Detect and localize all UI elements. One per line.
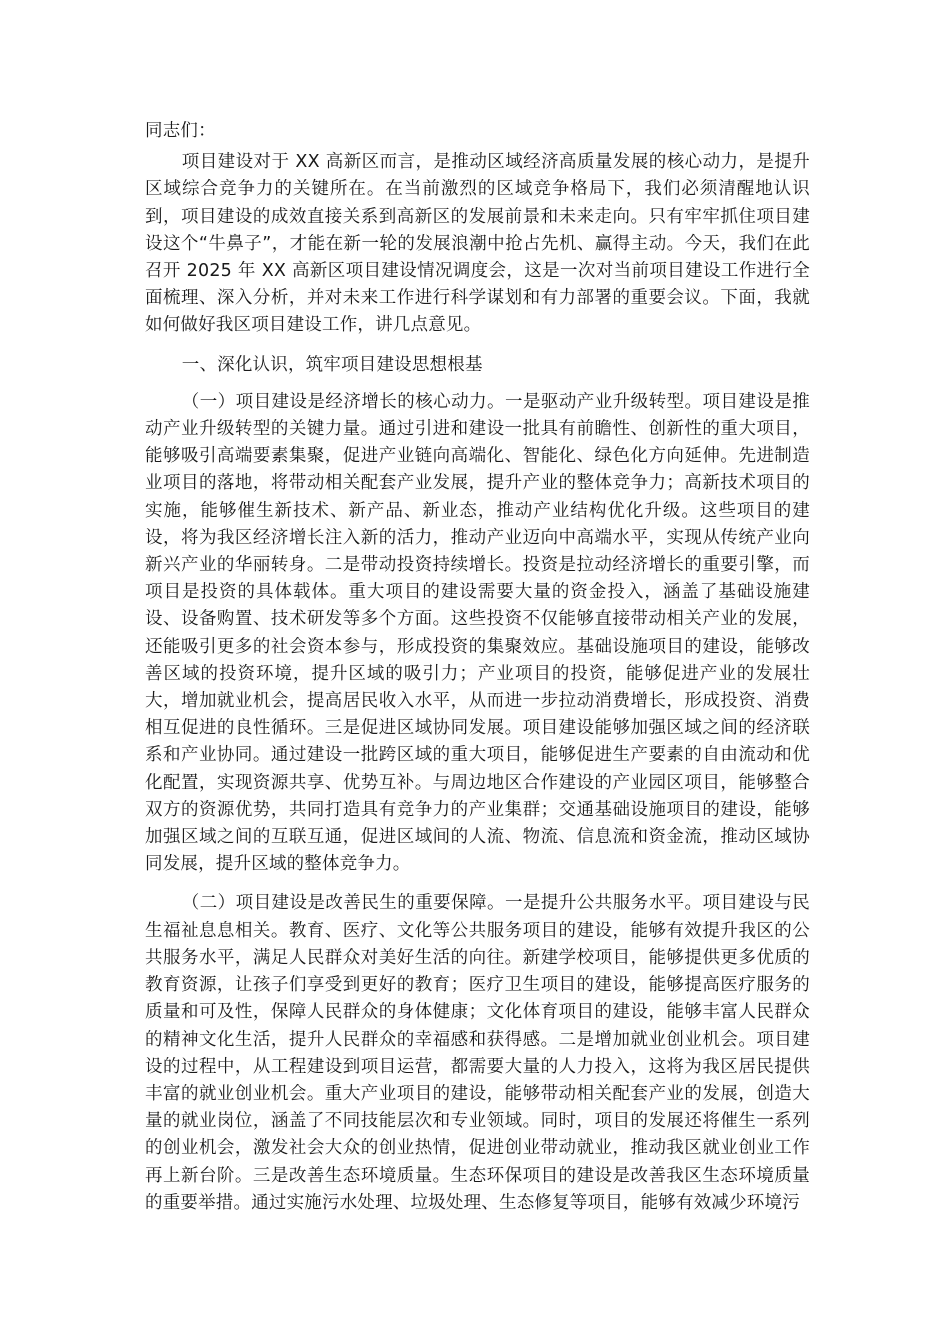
salutation: 同志们： bbox=[145, 121, 216, 141]
document-body bbox=[145, 118, 810, 1229]
paragraph-economic-growth: （一）项目建设是经济增长的核心动力。一是驱动产业升级转型。项目建设是推动产业升级转型的关键力量。通过引进和建设一批具有前瞻性、创新性的重大项目，能够吸引高端要素集聚，促进产业链向高端化、智能化、绿色化方向延伸。先进制造业项目的落地，将带动相关配套产业发展，提升产业的整体竞争力；高新技术项目的实施，能够催生新技术、新产品、新业态，推动产业结构优化升级。这些项目的建设，将为我区经济增长注入新的活力，推动产业迈向中高端水平，实现从传统产业向新兴产业的华丽转身。二是带动投资持续增长。投资是拉动经济增长的重要引擎，而项目是投资的具体载体。重大项目的建设需要大量的资金投入，涵盖了基础设施建设、设备购置、技术研发等多个方面。这些投资不仅能够直接带动相关产业的发展，还能吸引更多的社会资本参与，形成投资的集聚效应。基础设施项目的建设，能够改善区域的投资环境，提升区域的吸引力；产业项目的投资，能够促进产业的发展壮大，增加就业机会，提高居民收入水平，从而进一步拉动消费增长，形成投资、消费相互促进的良性循环。三是促进区域协同发展。项目建设能够加强区域之间的经济联系和产业协同。通过建设一批跨区域的重大项目，能够促进生产要素的自由流动和优化配置，实现资源共享、优势互补。与周边地区合作建设的产业园区项目，能够整合双方的资源优势，共同打造具有竞争力的产业集群；交通基础设施项目的建设，能够加强区域之间的互联互通，促进区域间的人流、物流、信息流和资金流，推动区域协同发展，提升区域的整体竞争力。 bbox=[145, 391, 810, 875]
paragraph-livelihood: （二）项目建设是改善民生的重要保障。一是提升公共服务水平。项目建设与民生福祉息息相关。教育、医疗、文化等公共服务项目的建设，能够有效提升我区的公共服务水平，满足人民群众对美好生活的向往。新建学校项目，能够提供更多优质的教育资源，让孩子们享受到更好的教育；医疗卫生项目的建设，能够提高医疗服务的质量和可及性，保障人民群众的身体健康；文化体育项目的建设，能够丰富人民群众的精神文化生活，提升人民群众的幸福感和获得感。二是增加就业创业机会。项目建设的过程中，从工程建设到项目运营，都需要大量的人力投入，这将为我区居民提供丰富的就业创业机会。重大产业项目的建设，能够带动相关配套产业的发展，创造大量的就业岗位，涵盖了不同技能层次和专业领域。同时，项目的发展还将催生一系列的创业机会，激发社会大众的创业热情，促进创业带动就业，推动我区就业创业工作再上新台阶。三是改善生态环境质量。生态环保项目的建设是改善我区生态环境质量的重要举措。通过实施污水处理、垃圾处理、生态修复等项目，能够有效减少环境污 bbox=[145, 893, 810, 1213]
section-heading-1: 一、深化认识，筑牢项目建设思想根基 bbox=[181, 354, 483, 375]
intro-paragraph: 项目建设对于 XX 高新区而言，是推动区域经济高质量发展的核心动力，是提升区域综合竞争力的关键所在。在当前激烈的区域竞争格局下，我们必须清醒地认识到，项目建设的成效直接关系到高新区的发展前景和未来走向。只有牢牢抓住项目建设这个“牛鼻子”，才能在新一轮的发展浪潮中抢占先机、赢得主动。今天，我们在此召开 2025 年 XX 高新区项目建设情况调度会，这是一次对当前项目建设工作进行全面梳理、深入分析，并对未来工作进行科学谋划和有力部署的重要会议。下面，我就如何做好我区项目建设工作，讲几点意见。 bbox=[145, 152, 810, 336]
